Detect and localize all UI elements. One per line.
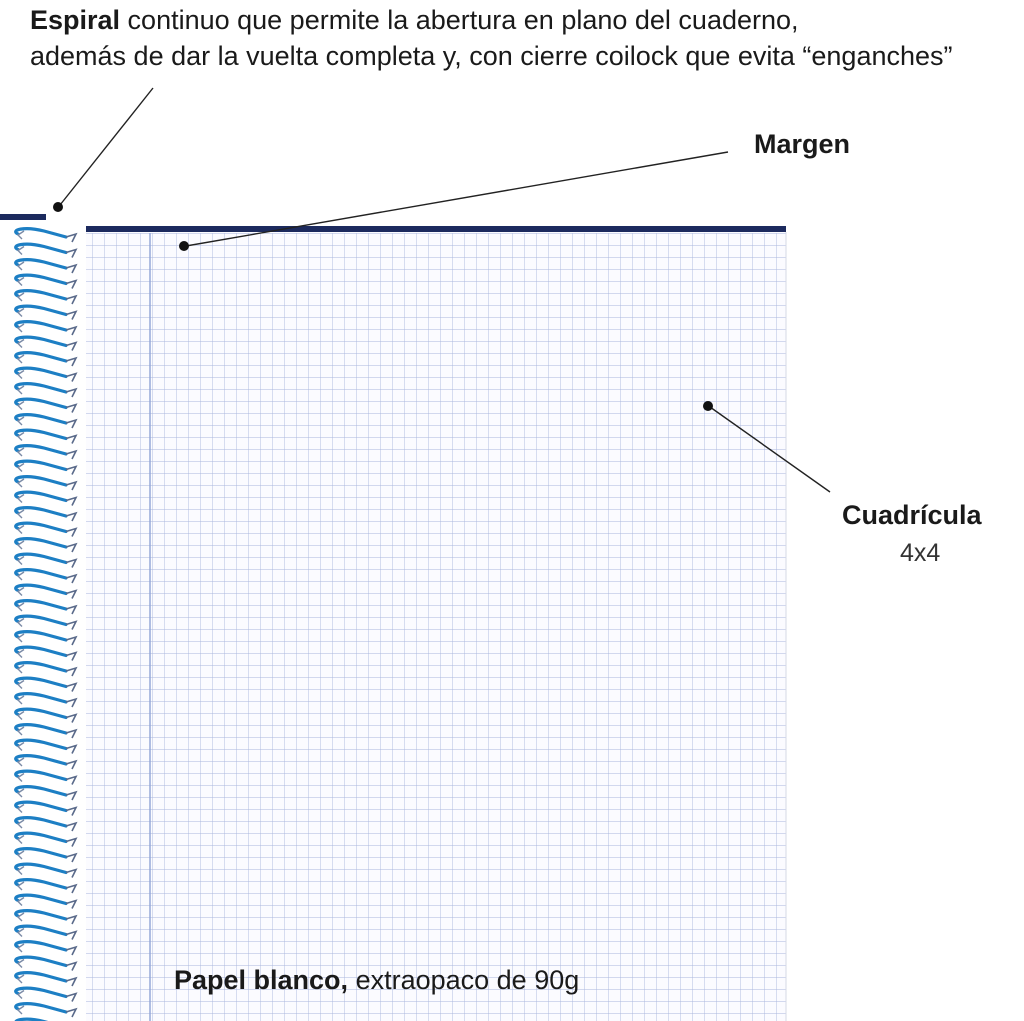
grid-area (80, 233, 786, 1021)
margen-label: Margen (754, 129, 851, 159)
espiral-pointer-dot (53, 202, 63, 212)
espiral-pointer (60, 88, 153, 205)
papel-caption-bold: Papel blanco, (174, 965, 349, 995)
margen-pointer-dot (179, 241, 189, 251)
papel-caption-rest: extraopaco de 90g (348, 965, 580, 995)
papel-caption (174, 962, 579, 998)
cuadricula-sublabel: 4x4 (900, 539, 941, 567)
espiral-caption-line2: además de dar la vuelta completa y, con cierre coilock que evita “enganches” (30, 41, 953, 71)
cuadricula-pointer-dot (703, 401, 713, 411)
cuadricula-label: Cuadrícula (842, 500, 982, 530)
espiral-caption (30, 2, 953, 74)
espiral-caption-line1: continuo que permite la abertura en plano del cuaderno, (120, 5, 799, 35)
espiral-caption-bold: Espiral (30, 5, 121, 35)
